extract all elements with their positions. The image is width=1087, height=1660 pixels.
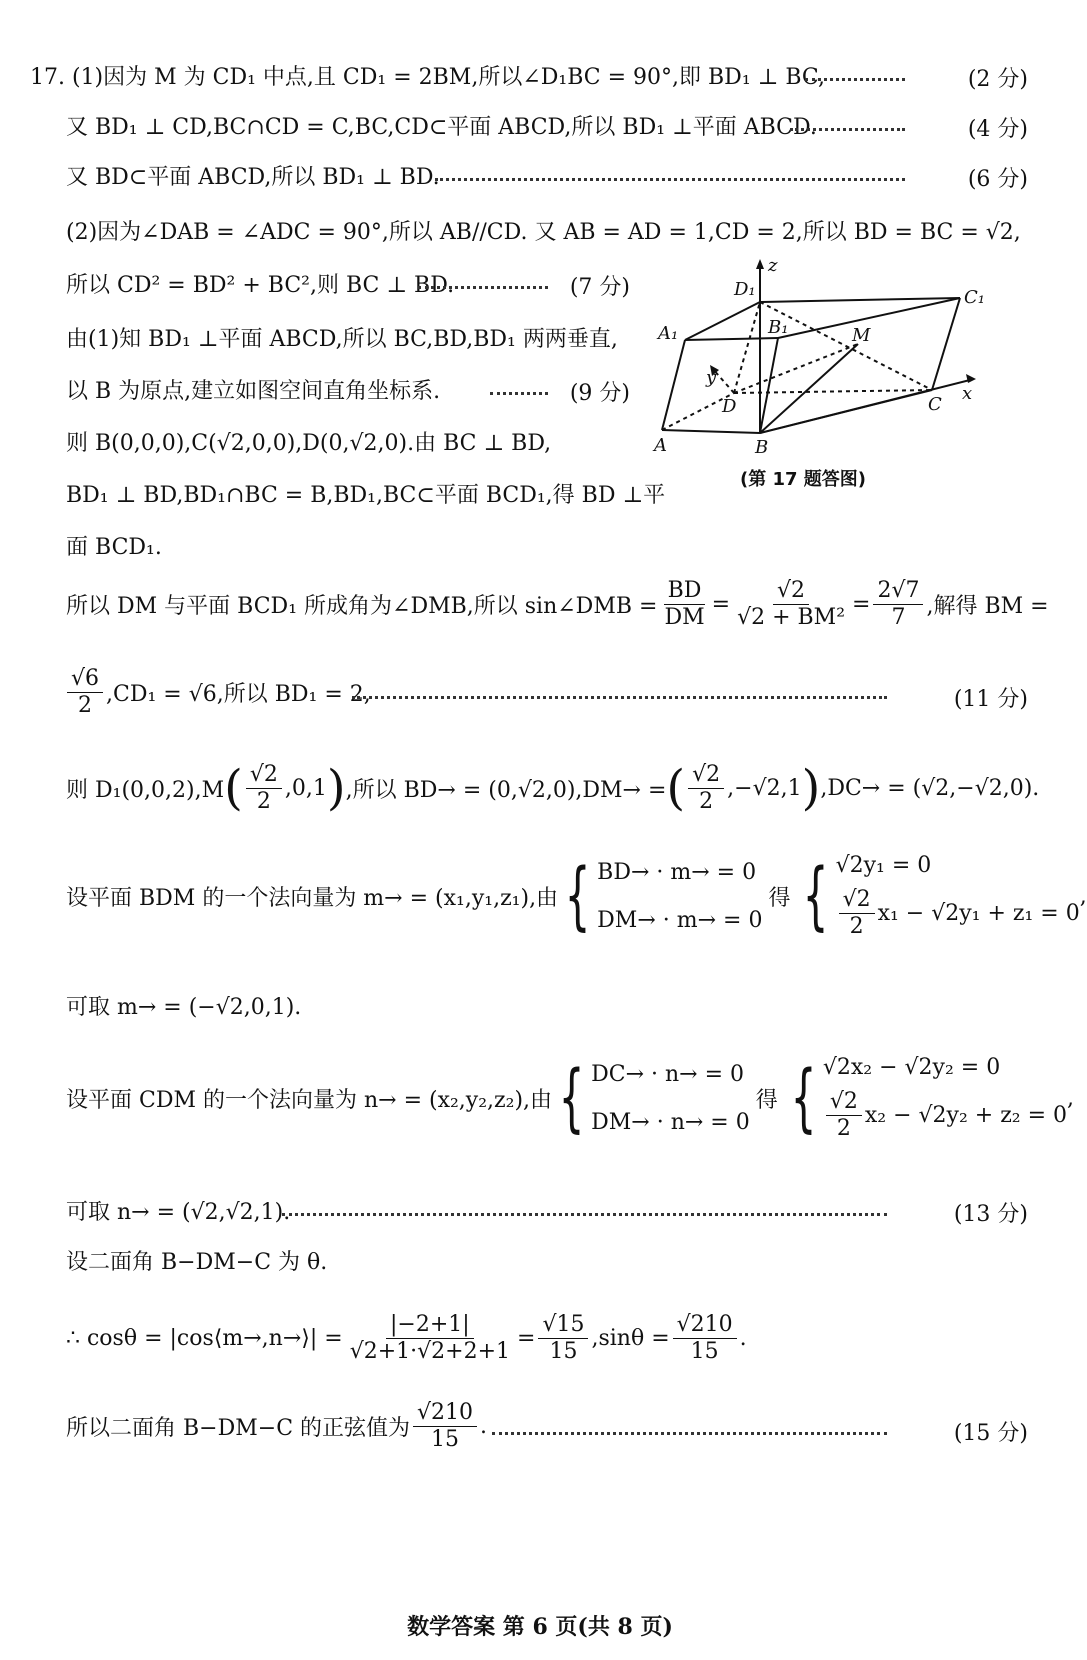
geometry-figure bbox=[650, 255, 1010, 470]
line-13: 则 D₁(0,0,2),M ( $\frac{√2}{2}$ ,0,1 ) ,所以 BD→ = (0,√2,0),DM→ = ( $\frac{√2}{2}$ ,−√2,1 ) ,DC→ = (√2,−√2,0). bbox=[66, 760, 1040, 816]
solution-text: . bbox=[480, 1414, 488, 1439]
z-arrowhead bbox=[756, 259, 764, 269]
equation: x₁ − √2y₁ + z₁ = 0 bbox=[877, 900, 1080, 926]
solution-text: ,sinθ = bbox=[591, 1326, 670, 1351]
fraction bbox=[538, 1312, 588, 1365]
line-8 bbox=[66, 426, 551, 457]
solution-text: 17. (1)因为 M 为 CD₁ 中点,且 CD₁ = 2BM,所以∠D₁BC = 90°,即 BD₁ ⊥ BC, bbox=[30, 65, 825, 90]
page-footer: 数学答案 第 6 页(共 8 页) bbox=[407, 1614, 673, 1640]
fraction bbox=[826, 1089, 862, 1142]
denominator: 15 bbox=[431, 1427, 460, 1452]
solution-text: 又 BD₁ ⊥ CD,BC∩CD = C,BC,CD⊂平面 ABCD,所以 BD₁ ⊥平面 ABCD. bbox=[66, 115, 817, 140]
solution-text: ,0,1 bbox=[284, 775, 327, 801]
label-z: z bbox=[768, 255, 778, 276]
solution-text: 可取 n→ = (√2,√2,1). bbox=[66, 1200, 291, 1225]
label-b1: B₁ bbox=[768, 317, 789, 338]
fraction bbox=[67, 666, 103, 719]
fraction bbox=[660, 578, 708, 631]
denominator: 2 bbox=[78, 693, 92, 718]
numerator: √2 bbox=[688, 762, 724, 789]
solution-text: ,DC→ = (√2,−√2,0). bbox=[820, 775, 1040, 801]
dot-leader bbox=[492, 1432, 887, 1435]
fraction bbox=[246, 762, 282, 815]
solution-text: ,解得 BM = bbox=[926, 594, 1049, 619]
label-x: x bbox=[962, 383, 973, 404]
denominator: √2+1·√2+2+1 bbox=[349, 1339, 511, 1364]
solution-text: 设二面角 B−DM−C 为 θ. bbox=[66, 1250, 328, 1275]
edge-d1-c1 bbox=[760, 298, 960, 302]
numerator: √15 bbox=[538, 1312, 588, 1339]
edge-a1-b1 bbox=[685, 338, 778, 340]
fraction bbox=[733, 578, 849, 631]
solution-text: , bbox=[1079, 883, 1087, 909]
fraction bbox=[839, 887, 875, 940]
line-1 bbox=[30, 60, 825, 91]
solution-text: 以 B 为原点,建立如图空间直角坐标系. bbox=[66, 379, 441, 404]
dot-leader bbox=[805, 78, 905, 81]
score-label: (9 分) bbox=[569, 381, 630, 406]
line-17 bbox=[66, 1195, 290, 1226]
edge-d-d1 bbox=[734, 302, 760, 393]
label-c: C bbox=[928, 394, 942, 415]
line-7 bbox=[66, 374, 440, 405]
line-2 bbox=[66, 110, 817, 141]
line-6 bbox=[66, 322, 618, 353]
fraction bbox=[413, 1400, 477, 1453]
equation: BD→ · m→ = 0 bbox=[597, 859, 757, 885]
numerator: √2 bbox=[826, 1089, 862, 1116]
equation-system bbox=[597, 848, 762, 944]
label-a1: A₁ bbox=[658, 323, 679, 344]
edge-a-b bbox=[662, 430, 760, 433]
numerator: |−2+1| bbox=[386, 1312, 474, 1339]
equation-system bbox=[823, 1050, 1067, 1146]
numerator: √2 bbox=[773, 578, 809, 605]
segment-d-m bbox=[734, 344, 858, 393]
equation: √2x₂ − √2y₂ = 0 bbox=[822, 1054, 1001, 1080]
solution-text: 所以 DM 与平面 BCD₁ 所成角为∠DMB,所以 sin∠DMB = bbox=[66, 594, 658, 619]
dot-leader bbox=[435, 178, 905, 181]
solution-text: ,−√2,1 bbox=[727, 775, 802, 801]
fraction bbox=[673, 1312, 737, 1365]
score-label: (2 分) bbox=[967, 67, 1028, 92]
dot-leader bbox=[282, 1213, 887, 1216]
denominator: 15 bbox=[549, 1339, 578, 1364]
score-label: (11 分) bbox=[953, 687, 1028, 712]
solution-text: (2)因为∠DAB = ∠ADC = 90°,所以 AB//CD. 又 AB = AD = 1,CD = 2,所以 BD = BC = √2, bbox=[66, 220, 1021, 245]
dot-leader bbox=[352, 696, 887, 699]
line-18 bbox=[66, 1245, 327, 1276]
denominator: 2 bbox=[699, 788, 714, 814]
fraction bbox=[346, 1312, 514, 1365]
equation: √2y₁ = 0 bbox=[835, 852, 932, 878]
line-19: ∴ cosθ = |cos⟨m→,n→⟩| = $\frac{|-2+1|}{√2+1\cdot√2+2+1}$ = $\frac{√15}{15}$ ,sinθ = $\frac{√210}{15}$ . bbox=[66, 1312, 747, 1364]
denominator: 15 bbox=[690, 1339, 719, 1364]
solution-text: ,CD₁ = √6,所以 BD₁ = 2, bbox=[106, 682, 371, 707]
figure-caption: (第 17 题答图) bbox=[740, 469, 867, 490]
solution-text: 所以二面角 B−DM−C 的正弦值为 bbox=[66, 1416, 411, 1441]
solution-text: . bbox=[739, 1326, 747, 1351]
edge-d-c bbox=[734, 390, 932, 393]
edge-c1-c bbox=[932, 298, 960, 390]
equation-system bbox=[591, 1050, 750, 1146]
numerator: √2 bbox=[246, 762, 282, 789]
score-label: (6 分) bbox=[967, 167, 1028, 192]
solution-text: 设平面 CDM 的一个法向量为 n→ = (x₂,y₂,z₂),由 bbox=[66, 1087, 553, 1113]
equation: DC→ · n→ = 0 bbox=[591, 1061, 745, 1087]
label-d: D bbox=[722, 396, 737, 417]
numerator: 2√7 bbox=[873, 578, 923, 605]
left-brace: { bbox=[564, 853, 591, 939]
line-15 bbox=[66, 990, 301, 1021]
solution-text: BD₁ ⊥ BD,BD₁∩BC = B,BD₁,BC⊂平面 BCD₁,得 BD ⊥平 bbox=[66, 483, 666, 508]
label-b: B bbox=[755, 437, 769, 458]
score-label: (7 分) bbox=[569, 275, 630, 300]
solution-text: 则 B(0,0,0),C(√2,0,0),D(0,√2,0).由 BC ⊥ BD, bbox=[66, 431, 552, 456]
edge-a1-d1 bbox=[685, 302, 760, 340]
denominator: 2 bbox=[849, 913, 864, 939]
solution-text: 可取 m→ = (−√2,0,1). bbox=[66, 995, 302, 1020]
numerator: √2 bbox=[839, 887, 875, 914]
dot-leader bbox=[490, 392, 548, 395]
solution-text: 得 bbox=[755, 1087, 778, 1113]
denominator: 7 bbox=[891, 605, 906, 630]
edge-d1-c bbox=[760, 302, 932, 390]
line-10 bbox=[66, 530, 162, 561]
left-brace: { bbox=[790, 1055, 817, 1141]
equation: DM→ · m→ = 0 bbox=[597, 907, 763, 933]
solution-text: 得 bbox=[768, 885, 791, 911]
solution-text: ∴ cosθ = |cos⟨m→,n→⟩| = bbox=[66, 1326, 343, 1351]
left-brace: { bbox=[558, 1055, 585, 1141]
left-brace: { bbox=[803, 853, 829, 939]
line-14 bbox=[66, 848, 1087, 944]
label-c1: C₁ bbox=[964, 287, 985, 308]
fraction bbox=[688, 762, 724, 815]
denominator: DM bbox=[664, 605, 705, 630]
solution-text: 由(1)知 BD₁ ⊥平面 ABCD,所以 BC,BD,BD₁ 两两垂直, bbox=[66, 327, 618, 352]
denominator: 2 bbox=[256, 788, 271, 814]
score-label: (15 分) bbox=[953, 1421, 1028, 1446]
numerator: √210 bbox=[413, 1400, 477, 1427]
line-9 bbox=[66, 478, 665, 509]
solution-text: 设平面 BDM 的一个法向量为 m→ = (x₁,y₁,z₁),由 bbox=[66, 885, 559, 911]
numerator: BD bbox=[664, 578, 706, 605]
solution-text: 所以 CD² = BD² + BC²,则 BC ⊥ BD. bbox=[66, 273, 455, 298]
solution-text: ,所以 BD→ = (0,√2,0),DM→ = bbox=[345, 777, 667, 803]
equation: DM→ · n→ = 0 bbox=[591, 1109, 750, 1135]
solution-text: 则 D₁(0,0,2),M bbox=[66, 777, 225, 803]
solution-text: 面 BCD₁. bbox=[66, 535, 162, 560]
line-4 bbox=[66, 215, 1021, 246]
line-20 bbox=[66, 1400, 487, 1453]
label-d1: D₁ bbox=[734, 279, 756, 300]
numerator: √210 bbox=[673, 1312, 737, 1339]
solution-text: 又 BD⊂平面 ABCD,所以 BD₁ ⊥ BD. bbox=[66, 165, 440, 190]
equation: x₂ − √2y₂ + z₂ = 0 bbox=[864, 1102, 1068, 1128]
denominator: 2 bbox=[836, 1115, 851, 1141]
denominator: √2 + BM² bbox=[737, 605, 846, 630]
score-label: (4 分) bbox=[967, 117, 1028, 142]
line-3 bbox=[66, 160, 440, 191]
label-m: M bbox=[852, 325, 871, 346]
line-16 bbox=[66, 1050, 1074, 1146]
line-12 bbox=[64, 666, 371, 719]
score-label: (13 分) bbox=[953, 1202, 1028, 1227]
solution-text: , bbox=[1067, 1085, 1075, 1111]
fraction bbox=[873, 578, 923, 631]
dot-leader bbox=[790, 128, 905, 131]
numerator: √6 bbox=[67, 666, 103, 693]
edge-a1-a bbox=[662, 340, 685, 430]
label-a: A bbox=[654, 435, 667, 456]
equation-system bbox=[836, 848, 1080, 944]
label-y: y bbox=[706, 367, 717, 388]
line-5 bbox=[66, 268, 454, 299]
dot-leader bbox=[418, 286, 548, 289]
line-11: 所以 DM 与平面 BCD₁ 所成角为∠DMB,所以 sin∠DMB = $\frac{BD}{DM}$ = $\frac{√2}{\text{√2 + BM²}}$ = $\frac{2√7}{7}$ ,解得 BM = bbox=[66, 578, 1049, 630]
